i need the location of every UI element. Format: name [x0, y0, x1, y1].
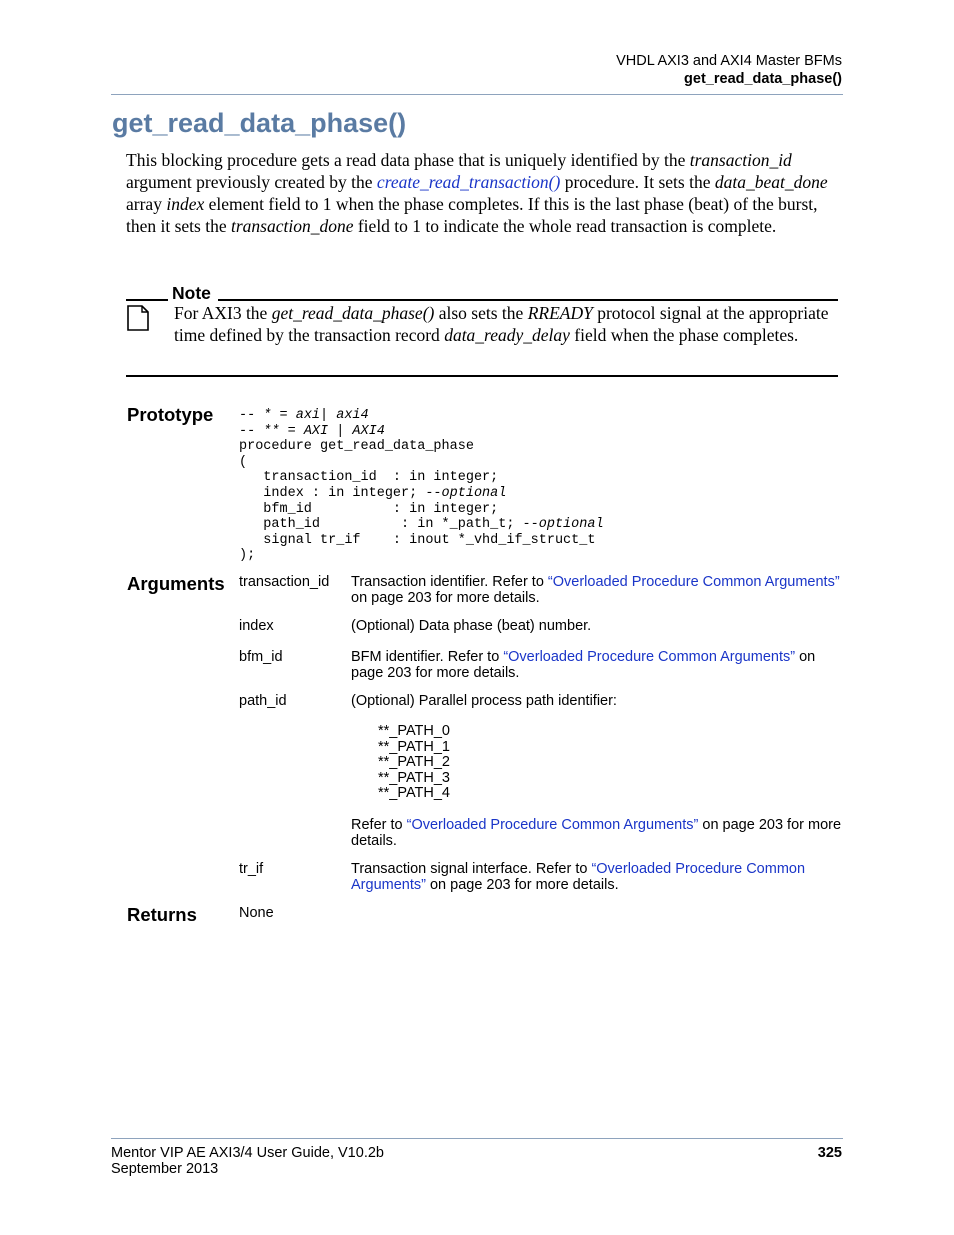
- intro-text: procedure. It sets the: [560, 172, 715, 192]
- prototype-label: Prototype: [127, 404, 214, 425]
- intro-transaction-done: transaction_done: [230, 216, 354, 236]
- header-rule: [111, 94, 843, 95]
- code-comment-italic: AXI | AXI4: [303, 423, 385, 439]
- arg-desc-text: (Optional) Parallel process path identifier:: [351, 693, 617, 709]
- returns-value: None: [239, 905, 274, 921]
- overloaded-args-link[interactable]: “Overloaded Procedure Common Arguments”: [547, 574, 840, 590]
- code-comment-italic: axi| axi4: [295, 408, 369, 423]
- create-read-transaction-link[interactable]: [377, 172, 560, 192]
- create-read-transaction-link-label: create_read_transaction(): [376, 172, 561, 192]
- intro-transaction-id: transaction_id: [689, 150, 792, 170]
- code-line: transaction_id : in integer;: [239, 470, 499, 486]
- note-top-rule-right: [218, 299, 838, 301]
- footer-info: [111, 1145, 384, 1177]
- code-comment: -- * =: [239, 408, 296, 423]
- arg-desc-text: Refer to: [351, 816, 407, 833]
- intro-data-beat-done: data_beat_done: [714, 172, 828, 192]
- note-text: For AXI3 the: [174, 303, 272, 323]
- arg-name-path-id: path_id: [239, 693, 287, 709]
- note-text: protocol signal at the appropriate time defined by the transaction record: [174, 303, 829, 345]
- overloaded-args-link[interactable]: “Overloaded Procedure Common Arguments”: [406, 816, 699, 833]
- intro-text: array: [126, 194, 167, 214]
- footer-rule: [111, 1138, 843, 1139]
- note-field: data_ready_delay: [444, 325, 570, 345]
- arg-desc-text: BFM identifier. Refer to: [351, 649, 504, 665]
- overloaded-args-link[interactable]: “Overloaded Procedure Common Arguments”: [351, 861, 806, 893]
- path-id-refer: [351, 817, 843, 849]
- intro-text: field to 1 to indicate the whole read transaction is complete.: [353, 216, 777, 236]
- note-page-icon: [127, 305, 149, 331]
- note-body: [174, 302, 840, 346]
- code-line: procedure get_read_data_phase: [239, 439, 474, 455]
- path-item: **_PATH_3: [378, 769, 450, 786]
- code-comment: -- ** =: [239, 423, 304, 439]
- arg-name-tr-if: tr_if: [239, 861, 264, 877]
- running-header: [616, 52, 842, 88]
- arg-desc-transaction-id: [351, 574, 843, 606]
- note-text: also sets the: [434, 303, 528, 323]
- footer-guide: Mentor VIP AE AXI3/4 User Guide, V10.2b: [111, 1145, 384, 1161]
- path-item: **_PATH_2: [378, 754, 450, 770]
- arg-desc-text: Transaction signal interface. Refer to: [351, 861, 592, 877]
- page-title: get_read_data_phase(): [112, 108, 407, 138]
- intro-text: This blocking procedure gets a read data phase that is uniquely identified by the: [126, 150, 690, 170]
- arguments-label: Arguments: [127, 573, 225, 594]
- code-line: (: [239, 454, 248, 470]
- code-line: bfm_id : in integer;: [239, 501, 499, 517]
- page-number: 325: [817, 1145, 842, 1161]
- arg-desc-tr-if: [351, 861, 843, 893]
- header-chapter: VHDL AXI3 and AXI4 Master BFMs: [616, 53, 842, 69]
- note-label: Note: [172, 283, 211, 303]
- arg-desc-path-id: [351, 693, 843, 849]
- code-optional: optional: [538, 517, 604, 533]
- arg-desc-text: on page 203 for more details.: [351, 590, 540, 606]
- returns-label: Returns: [127, 904, 197, 925]
- note-function: get_read_data_phase(): [271, 303, 435, 323]
- intro-text: element field to 1 when the phase completes. If this is the last phase (beat) of the burst, then it sets the: [126, 194, 818, 236]
- code-line: signal tr_if : inout *_vhd_if_struct_t: [239, 532, 596, 548]
- arg-name-transaction-id: transaction_id: [239, 574, 330, 590]
- code-optional: optional: [441, 485, 507, 501]
- arg-desc-text: on page 203 for more details.: [351, 816, 842, 849]
- note-text: field when the phase completes.: [569, 325, 799, 345]
- arg-desc-index: (Optional) Data phase (beat) number.: [351, 618, 592, 634]
- code-line: );: [239, 548, 256, 564]
- arg-name-bfm-id: bfm_id: [239, 649, 283, 665]
- path-item: **_PATH_1: [378, 738, 450, 755]
- footer-date: September 2013: [111, 1161, 219, 1177]
- path-item: **_PATH_0: [378, 723, 450, 739]
- note-rready: RREADY: [527, 303, 593, 323]
- path-item: **_PATH_4: [378, 785, 450, 801]
- intro-index: index: [166, 194, 205, 214]
- prototype-code: [239, 408, 604, 564]
- arg-name-index: index: [239, 618, 274, 634]
- header-section: get_read_data_phase(): [684, 71, 842, 87]
- arg-desc-bfm-id: [351, 649, 843, 681]
- note-bottom-rule: [126, 375, 838, 377]
- intro-paragraph: [126, 149, 842, 237]
- path-list: [351, 724, 843, 802]
- note-box: [126, 282, 838, 377]
- overloaded-args-link[interactable]: “Overloaded Procedure Common Arguments”: [503, 649, 796, 665]
- arg-desc-text: on page 203 for more details.: [351, 649, 816, 681]
- arg-desc-text: Transaction identifier. Refer to: [351, 574, 548, 590]
- intro-text: argument previously created by the: [126, 172, 377, 192]
- arg-desc-text: on page 203 for more details.: [425, 877, 619, 893]
- note-top-rule-left: [126, 299, 168, 301]
- code-line: index : in integer; --: [239, 485, 442, 501]
- code-line: path_id : in *_path_t; --: [239, 517, 539, 533]
